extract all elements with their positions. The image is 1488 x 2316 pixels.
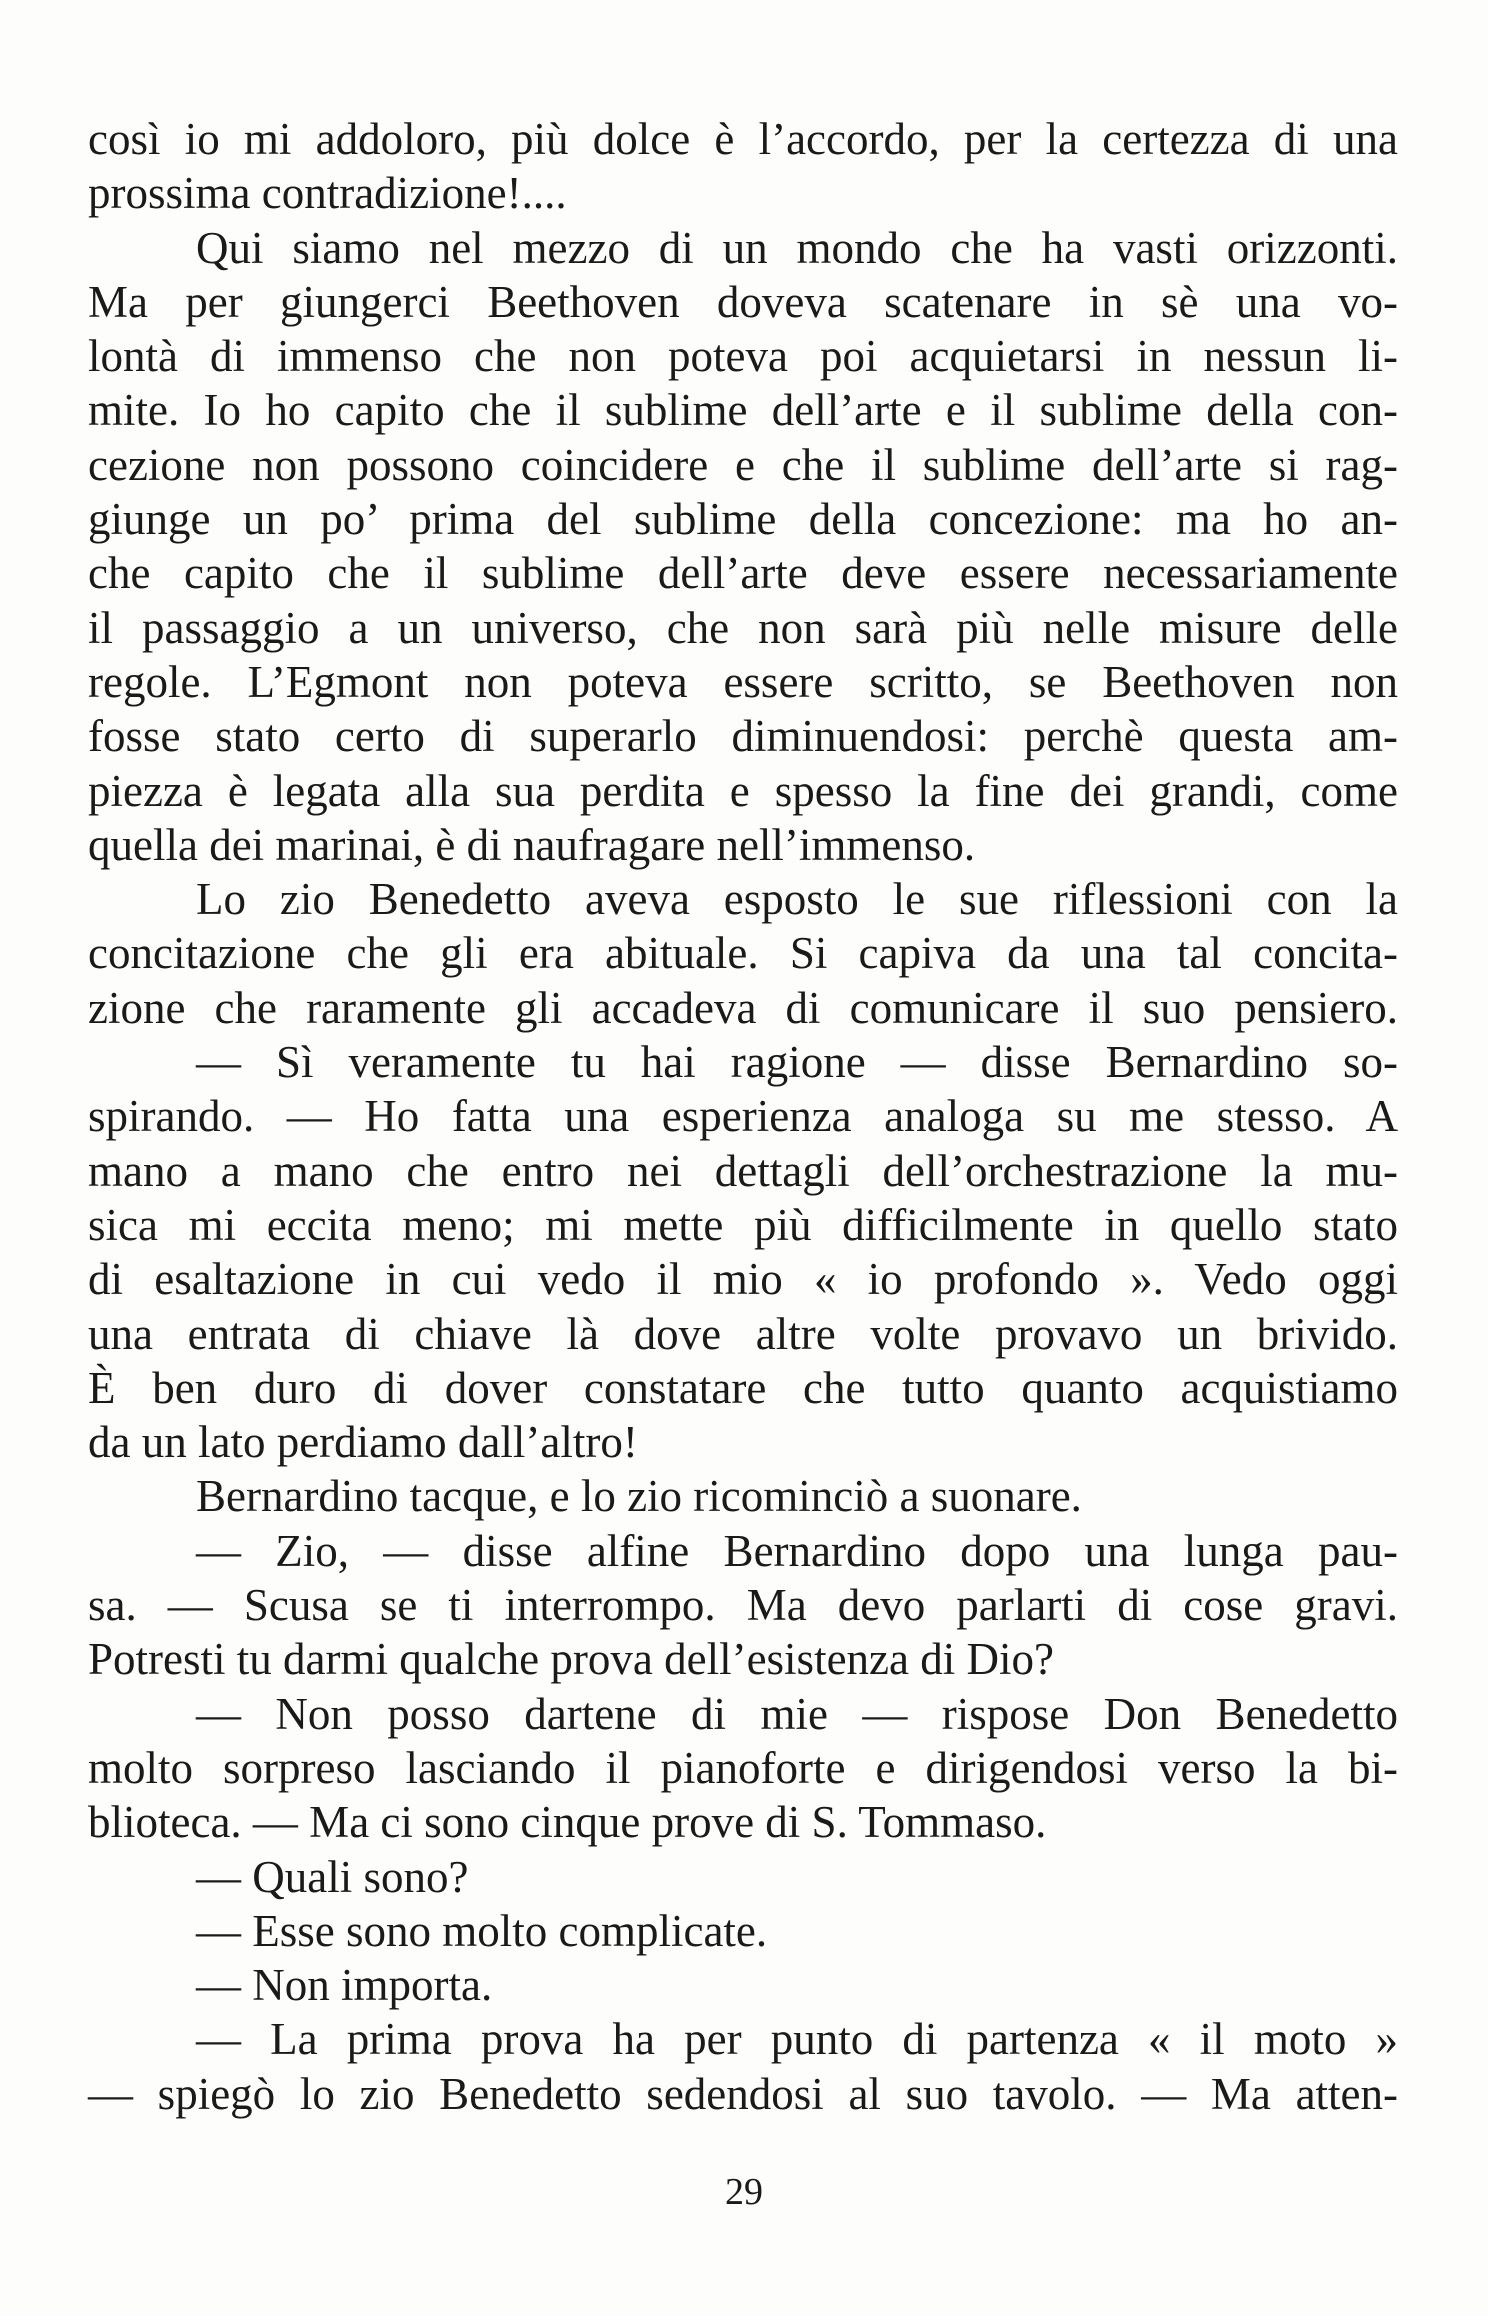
text-line: Ma per giungerci Beethoven doveva scatenare in sè una vo- [88,276,1398,327]
text-line: Bernardino tacque, e lo zio ricominciò a suonare. [196,1471,1082,1522]
text-line: mite. Io ho capito che il sublime dell’arte e il sublime della con- [88,385,1398,436]
text-line: — Esse sono molto complicate. [196,1905,768,1956]
text-line: prossima contradizione!.... [88,168,567,219]
text-line: — Zio, — disse alfine Bernardino dopo una lunga pau- [196,1525,1398,1576]
text-line: di esaltazione in cui vedo il mio « io profondo ». Vedo oggi [88,1254,1398,1305]
text-line: zione che raramente gli accadeva di comunicare il suo pensiero. [88,982,1398,1033]
text-line: il passaggio a un universo, che non sarà più nelle misure delle [88,602,1398,653]
text-line: giunge un po’ prima del sublime della concezione: ma ho an- [88,494,1398,545]
text-line: Lo zio Benedetto aveva esposto le sue riflessioni con la [196,874,1398,925]
text-line: da un lato perdiamo dall’altro! [88,1417,638,1468]
text-line: — Sì veramente tu hai ragione — disse Bernardino so- [196,1037,1398,1088]
text-line: Qui siamo nel mezzo di un mondo che ha vasti orizzonti. [196,222,1398,273]
text-line: blioteca. — Ma ci sono cinque prove di S. Tommaso. [88,1797,1047,1848]
text-line: così io mi addoloro, più dolce è l’accordo, per la certezza di una [88,114,1398,164]
text-line: molto sorpreso lasciando il pianoforte e dirigendosi verso la bi- [88,1742,1398,1793]
text-line: fosse stato certo di superarlo diminuendosi: perchè questa am- [88,711,1398,762]
body-text [88,112,1398,2121]
page-number: 29 [725,2171,763,2213]
text-line: È ben duro di dover constatare che tutto quanto acquistiamo [88,1362,1398,1413]
text-line: spirando. — Ho fatta una esperienza analoga su me stesso. A [88,1091,1398,1142]
text-line: cezione non possono coincidere e che il sublime dell’arte si rag- [88,439,1398,490]
text-line: quella dei marinai, è di naufragare nell’immenso. [88,819,976,870]
text-line: piezza è legata alla sua perdita e spesso la fine dei grandi, come [88,765,1398,816]
text-line: sica mi eccita meno; mi mette più difficilmente in quello stato [88,1199,1398,1250]
text-line: mano a mano che entro nei dettagli dell’orchestrazione la mu- [88,1145,1398,1196]
text-line: sa. — Scusa se ti interrompo. Ma devo parlarti di cose gravi. [88,1580,1398,1631]
text-line: — La prima prova ha per punto di partenza « il moto » [196,2014,1398,2065]
text-line: — Quali sono? [196,1851,469,1902]
text-line: una entrata di chiave là dove altre volte provavo un brivido. [88,1308,1398,1359]
text-line: che capito che il sublime dell’arte deve essere necessariamente [88,548,1398,599]
text-line: concitazione che gli era abituale. Si capiva da una tal concita- [88,928,1398,979]
text-line: — spiegò lo zio Benedetto sedendosi al suo tavolo. — Ma atten- [88,2068,1398,2119]
text-line: — Non importa. [196,1960,493,2011]
text-line: Potresti tu darmi qualche prova dell’esistenza di Dio? [88,1634,1054,1685]
text-line: lontà di immenso che non poteva poi acquietarsi in nessun li- [88,331,1398,382]
text-line: regole. L’Egmont non poteva essere scritto, se Beethoven non [88,656,1398,707]
text-line: — Non posso dartene di mie — rispose Don Benedetto [196,1688,1398,1739]
